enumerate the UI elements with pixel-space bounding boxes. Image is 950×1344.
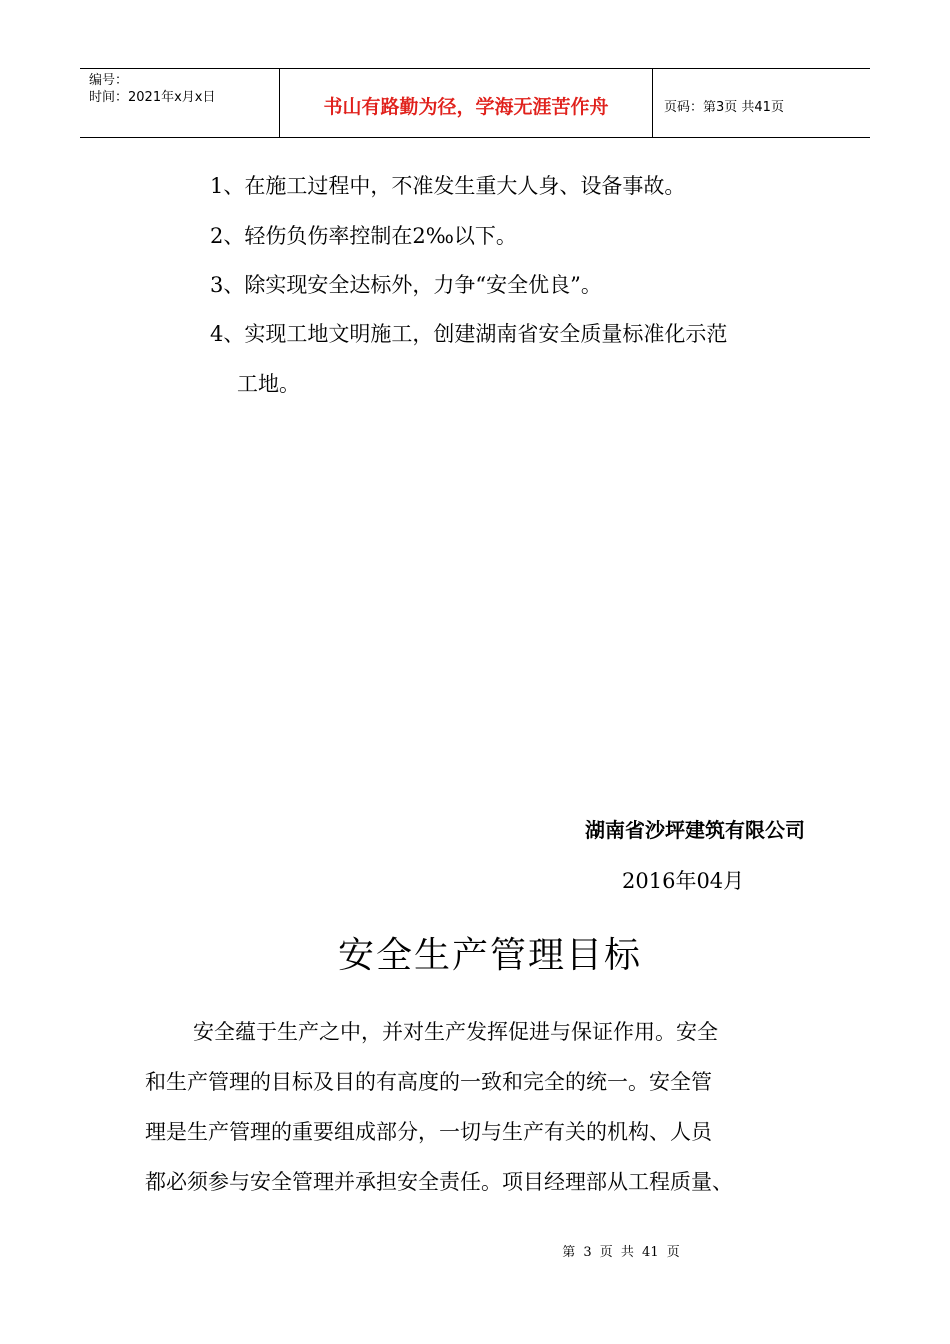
signature-date: 2016年04月 (622, 869, 745, 893)
section-title: 安全生产管理目标 (337, 935, 642, 976)
paragraph-line-3: 理是生产管理的重要组成部分，一切与生产有关的机构、人员 (145, 1120, 712, 1144)
header-meta (80, 69, 280, 137)
company-name: 湖南省沙坪建筑有限公司 (585, 818, 805, 842)
goal-item-4: 4、实现工地文明施工，创建湖南省安全质量标准化示范 (210, 322, 728, 346)
goal-item-2: 2、轻伤负伤率控制在2‰以下。 (210, 224, 517, 248)
document-time-label: 时间：2021年x月x日 (89, 90, 216, 105)
paragraph-line-2: 和生产管理的目标及目的有高度的一致和完全的统一。安全管 (145, 1070, 712, 1094)
goal-item-4-continuation: 工地。 (237, 372, 300, 396)
paragraph-line-1: 安全蕴于生产之中，并对生产发挥促进与保证作用。安全 (193, 1020, 718, 1044)
header-motto: 书山有路勤为径，学海无涯苦作舟 (280, 69, 653, 137)
page-header (80, 68, 870, 138)
header-page-info: 页码：第3页 共41页 (664, 99, 784, 115)
document-number-label: 编号： (89, 73, 129, 88)
paragraph-line-4: 都必须参与安全管理并承担安全责任。项目经理部从工程质量、 (145, 1170, 733, 1194)
goal-item-3: 3、除实现安全达标外，力争“安全优良”。 (210, 273, 602, 297)
page-footer: 第 3 页 共 41 页 (562, 1245, 680, 1260)
goal-item-1: 1、在施工过程中，不准发生重大人身、设备事故。 (210, 174, 686, 198)
